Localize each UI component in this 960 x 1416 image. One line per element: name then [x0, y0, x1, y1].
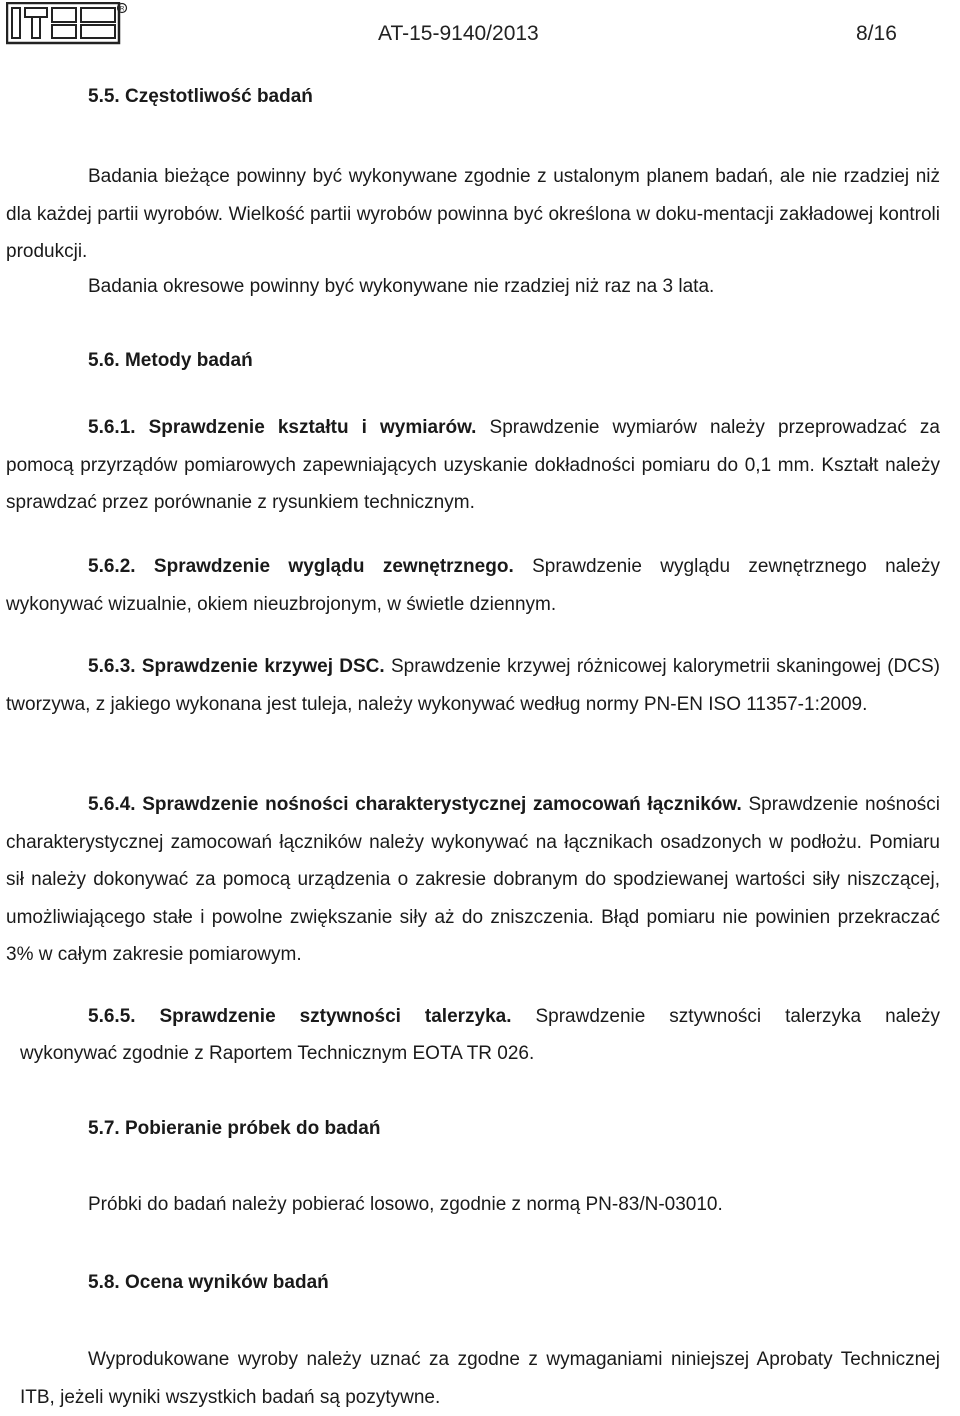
paragraph-5-6-3 — [6, 648, 940, 723]
subsection-title-5-6-1: 5.6.1. Sprawdzenie kształtu i wymiarów. — [88, 417, 477, 438]
svg-text:R: R — [120, 6, 125, 13]
section-heading-5-5: 5.5. Częstotliwość badań — [88, 86, 313, 107]
paragraph-5-5-2: Badania okresowe powinny być wykonywane nie rzadziej niż raz na 3 lata. — [88, 276, 715, 297]
subsection-text-5-6-2: Sprawdzenie wyglądu zewnętrznego należy wykonywać wizualnie, okiem nieuzbrojonym, w świetle dziennym. — [6, 556, 940, 615]
paragraph-5-6-4 — [6, 786, 940, 974]
subsection-text-5-6-5-b: wykonywać zgodnie z Raportem Technicznym EOTA TR 026. — [20, 1043, 535, 1064]
subsection-title-5-6-2: 5.6.2. Sprawdzenie wyglądu zewnętrznego. — [88, 556, 514, 577]
paragraph-5-6-2 — [6, 548, 940, 623]
subsection-text-5-6-3: Sprawdzenie krzywej różnicowej kalorymetrii skaningowej (DCS) tworzywa, z jakiego wykonana jest tuleja, należy wykonywać według normy PN-EN ISO 11357-1:2009. — [6, 656, 940, 715]
subsection-text-5-6-5-a: Sprawdzenie sztywności talerzyka należy — [511, 1006, 941, 1027]
section-heading-5-8: 5.8. Ocena wyników badań — [88, 1272, 329, 1293]
paragraph-5-5-1: Badania bieżące powinny być wykonywane zgodnie z ustalonym planem badań, ale nie rzadziej niż dla każdej partii wyrobów. Wielkość partii wyrobów powinna być określona w doku-mentacji zakładowej kontroli produkcji. — [6, 166, 940, 262]
subsection-text-5-6-1: Sprawdzenie wymiarów należy przeprowadzać za pomocą przyrządów pomiarowych zapewniających uzyskanie dokładności pomiaru do 0,1 mm. Kształt należy sprawdzać przez porównanie z rysunkiem technicznym. — [6, 417, 940, 513]
page-number: 8/16 — [856, 22, 897, 45]
paragraph-5-8-1: Wyprodukowane wyroby należy uznać za zgodne z wymaganiami niniejszej Aprobaty Technicznej ITB, jeżeli wyniki wszystkich badań są pozytywne. — [20, 1349, 940, 1408]
subsection-title-5-6-5: 5.6.5. Sprawdzenie sztywności talerzyka. — [88, 1006, 512, 1027]
subsection-text-5-6-4: Sprawdzenie nośności charakterystycznej zamocowań łączników należy wykonywać na łącznikach osadzonych w podłożu. Pomiaru sił należy dokonywać za pomocą urządzenia o zakresie dobranym do spodziewanej wartości siły niszczącej, umożliwiającego stałe i powolne zwiększanie siły aż do zniszczenia. Błąd pomiaru nie powinien przekraczać 3% w całym zakresie pomiarowym. — [6, 794, 941, 965]
paragraph-5-6-5-line-1 — [88, 998, 940, 1036]
section-heading-5-7: 5.7. Pobieranie próbek do badań — [88, 1118, 381, 1139]
paragraph-5-7-1: Próbki do badań należy pobierać losowo, zgodnie z normą PN-83/N-03010. — [88, 1194, 723, 1215]
itb-logo — [6, 2, 128, 46]
document-number: AT-15-9140/2013 — [378, 22, 539, 45]
subsection-title-5-6-3: 5.6.3. Sprawdzenie krzywej DSC. — [88, 656, 385, 677]
section-heading-5-6: 5.6. Metody badań — [88, 350, 253, 371]
paragraph-5-6-1 — [6, 409, 940, 522]
subsection-title-5-6-4: 5.6.4. Sprawdzenie nośności charakterystycznej zamocowań łączników. — [88, 794, 742, 815]
